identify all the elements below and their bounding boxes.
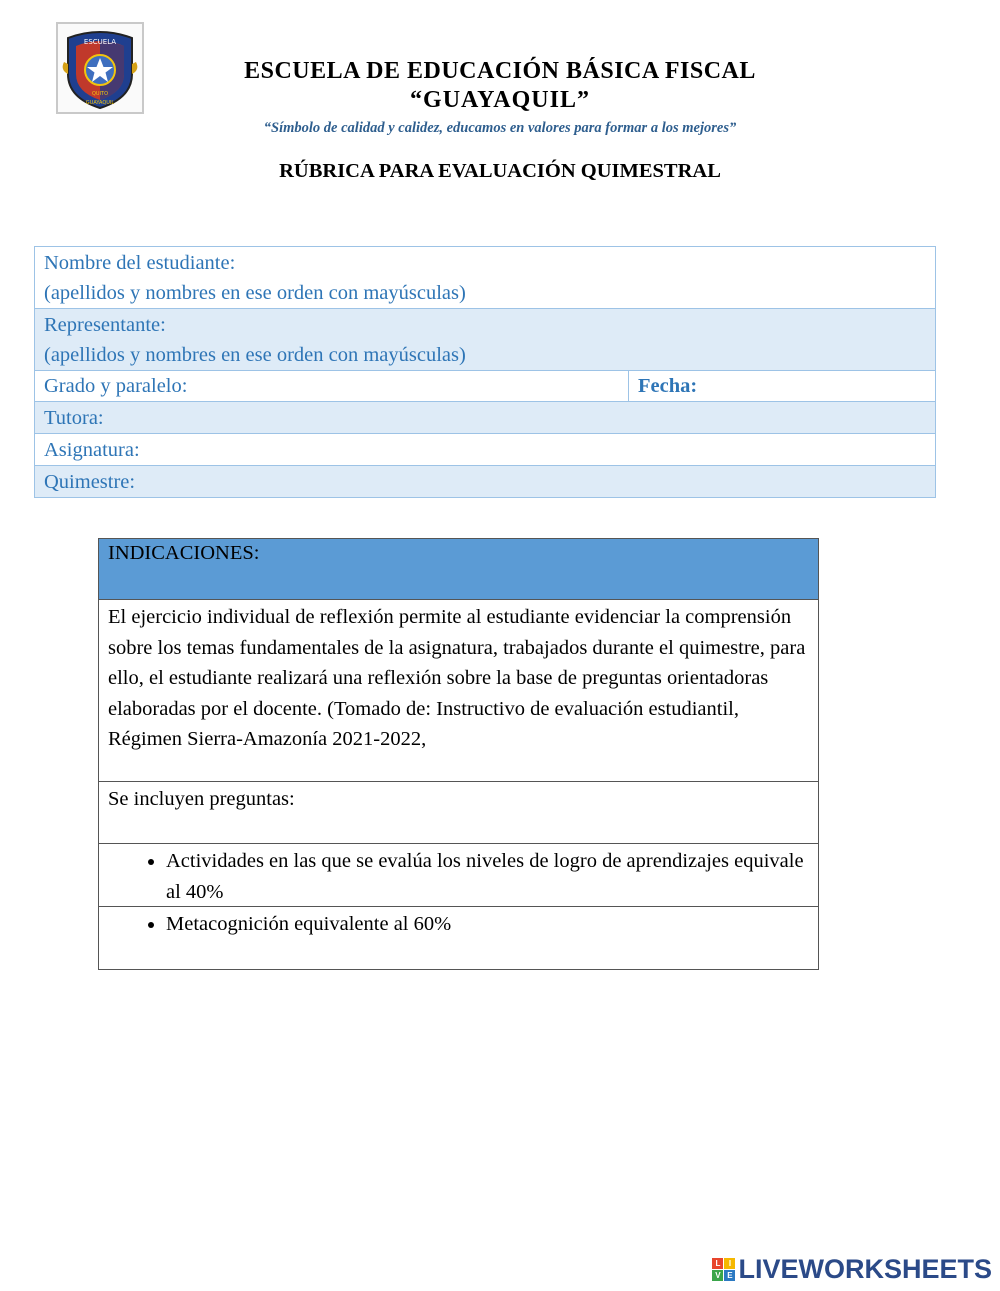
school-name: ESCUELA DE EDUCACIÓN BÁSICA FISCAL bbox=[244, 58, 756, 84]
svg-text:ESCUELA: ESCUELA bbox=[83, 38, 117, 46]
tutor-row[interactable]: Tutora: bbox=[35, 402, 935, 434]
indications-table bbox=[98, 538, 819, 970]
subject-row[interactable]: Asignatura: bbox=[35, 434, 935, 466]
bullet-item: • Actividades en las que se evalúa los niveles de logro de aprendizajes equivale al 40% bbox=[166, 846, 809, 907]
questions-intro: Se incluyen preguntas: bbox=[99, 782, 818, 844]
student-name-label: Nombre del estudiante: bbox=[44, 252, 236, 274]
representative-hint: (apellidos y nombres en ese orden con mayúsculas) bbox=[44, 344, 466, 366]
term-row[interactable]: Quimestre: bbox=[35, 466, 935, 497]
representative-row[interactable] bbox=[35, 309, 935, 371]
grade-label[interactable]: Grado y paralelo: bbox=[35, 371, 629, 401]
student-name-hint: (apellidos y nombres en ese orden con mayúsculas) bbox=[44, 282, 466, 304]
representative-label: Representante: bbox=[44, 314, 166, 336]
bullet-row bbox=[99, 844, 818, 907]
svg-text:GUAYAQUIL: GUAYAQUIL bbox=[85, 100, 115, 106]
indications-paragraph: El ejercicio individual de reflexión permite al estudiante evidenciar la comprensión sobre los temas fundamentales de la asignatura, trabajados durante el quimestre, para ello, el estudiante realizará una reflexión sobre la base de preguntas orientadoras elaboradas por el docente. (Tomado de: Instructivo de evaluación estudiantil, Régimen Sierra-Amazonía 2021-2022, bbox=[99, 600, 818, 782]
bullet-row bbox=[99, 907, 818, 969]
liveworksheets-logo-icon: L I V E bbox=[712, 1258, 735, 1281]
student-info-table bbox=[34, 246, 936, 498]
liveworksheets-text: LIVEWORKSHEETS bbox=[738, 1253, 992, 1284]
school-motto: “Símbolo de calidad y calidez, educamos en valores para formar a los mejores” bbox=[263, 120, 737, 136]
document-title: RÚBRICA PARA EVALUACIÓN QUIMESTRAL bbox=[279, 160, 721, 182]
indications-heading: INDICACIONES: bbox=[99, 539, 818, 600]
liveworksheets-watermark bbox=[712, 1254, 992, 1284]
svg-text:QUITO: QUITO bbox=[91, 91, 109, 97]
bullet-item: • Metacognición equivalente al 60% bbox=[166, 909, 809, 940]
student-name-row[interactable] bbox=[35, 247, 935, 309]
school-name-second-line: “GUAYAQUIL” bbox=[410, 87, 590, 113]
date-label[interactable]: Fecha: bbox=[638, 375, 698, 397]
grade-date-row bbox=[35, 371, 935, 402]
